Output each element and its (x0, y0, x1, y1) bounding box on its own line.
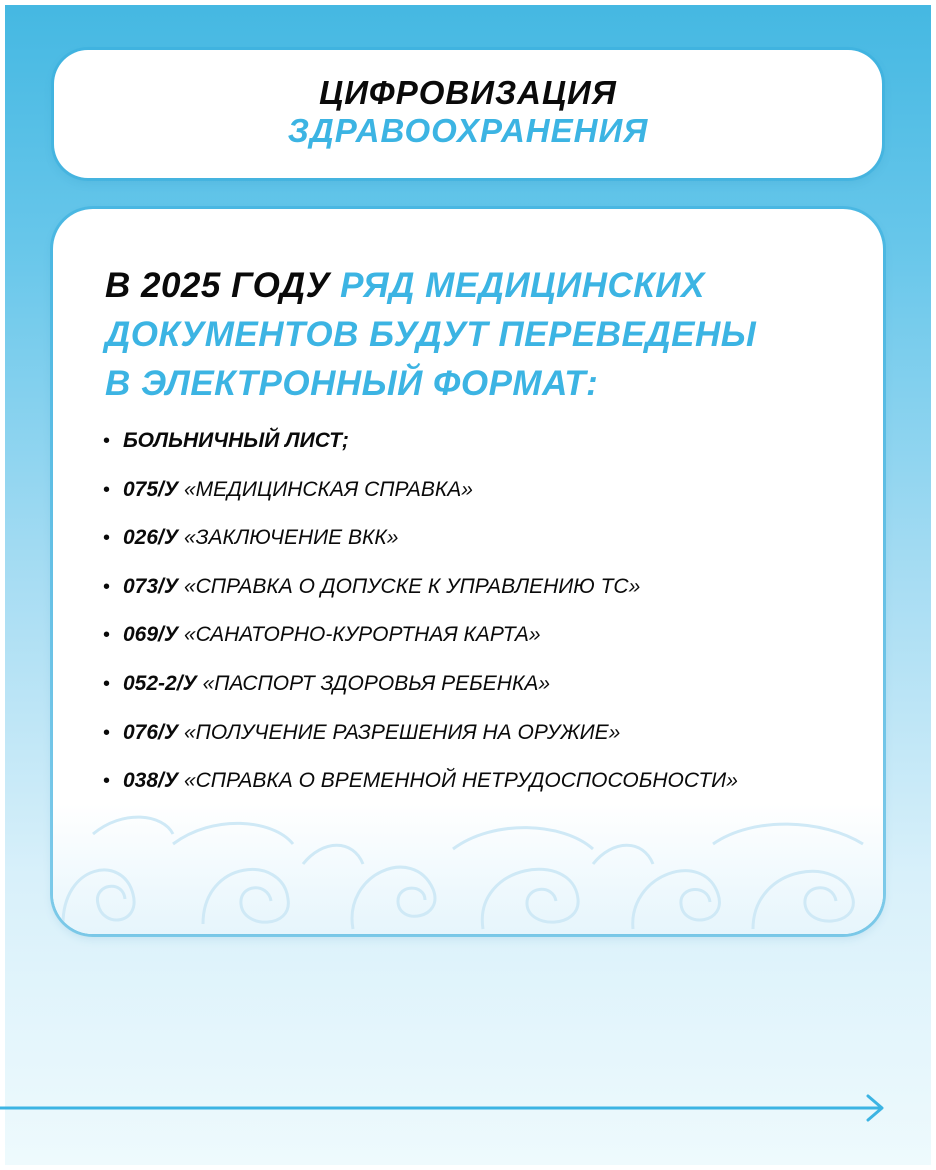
document-name: «ПАСПОРТ ЗДОРОВЬЯ РЕБЕНКА» (202, 671, 551, 695)
document-code: БОЛЬНИЧНЫЙ ЛИСТ; (123, 429, 349, 452)
title-line-2: ЗДРАВООХРАНЕНИЯ (287, 112, 649, 149)
document-code: 026/У (123, 526, 179, 550)
document-list (103, 427, 873, 816)
title-card (54, 50, 882, 178)
document-code: 038/У (123, 769, 179, 793)
list-item (103, 719, 873, 768)
bullet-icon: • (103, 430, 111, 452)
list-item (103, 573, 873, 622)
document-name: «СПРАВКА О ВРЕМЕННОЙ НЕТРУДОСПОСОБНОСТИ» (183, 769, 738, 793)
headline-blue-part-1: РЯД МЕДИЦИНСКИХ (340, 266, 705, 305)
list-item (103, 427, 873, 476)
bullet-icon: • (103, 575, 111, 598)
list-item (103, 767, 873, 816)
document-name: «МЕДИЦИНСКАЯ СПРАВКА» (183, 477, 473, 501)
headline-year: В 2025 ГОДУ (105, 266, 330, 305)
main-card (53, 209, 883, 934)
bullet-icon: • (103, 624, 111, 647)
headline-blue-part-2: ДОКУМЕНТОВ БУДУТ ПЕРЕВЕДЕНЫ (105, 315, 757, 354)
bullet-icon: • (103, 478, 111, 501)
bullet-icon: • (103, 672, 111, 695)
bullet-icon: • (103, 527, 111, 550)
list-item (103, 670, 873, 719)
document-code: 075/У (123, 477, 179, 501)
document-code: 073/У (123, 574, 179, 598)
list-item (103, 524, 873, 573)
list-item (103, 476, 873, 525)
document-code: 069/У (123, 623, 179, 647)
ornament-pattern (53, 804, 883, 934)
arrow-right-icon[interactable] (0, 1093, 890, 1123)
document-name: «СПРАВКА О ДОПУСКЕ К УПРАВЛЕНИЮ ТС» (183, 574, 641, 598)
bullet-icon: • (103, 770, 111, 793)
list-item (103, 621, 873, 670)
title-line-1: ЦИФРОВИЗАЦИЯ (319, 74, 617, 111)
document-name: «ЗАКЛЮЧЕНИЕ ВКК» (183, 526, 399, 550)
document-name: «ПОЛУЧЕНИЕ РАЗРЕШЕНИЯ НА ОРУЖИЕ» (183, 720, 621, 744)
bullet-icon: • (103, 721, 111, 744)
document-code: 076/У (123, 720, 179, 744)
document-code: 052-2/У (123, 671, 197, 695)
headline-blue-part-3: В ЭЛЕКТРОННЫЙ ФОРМАТ: (105, 364, 599, 403)
headline (105, 261, 865, 408)
document-name: «САНАТОРНО-КУРОРТНАЯ КАРТА» (183, 623, 541, 647)
